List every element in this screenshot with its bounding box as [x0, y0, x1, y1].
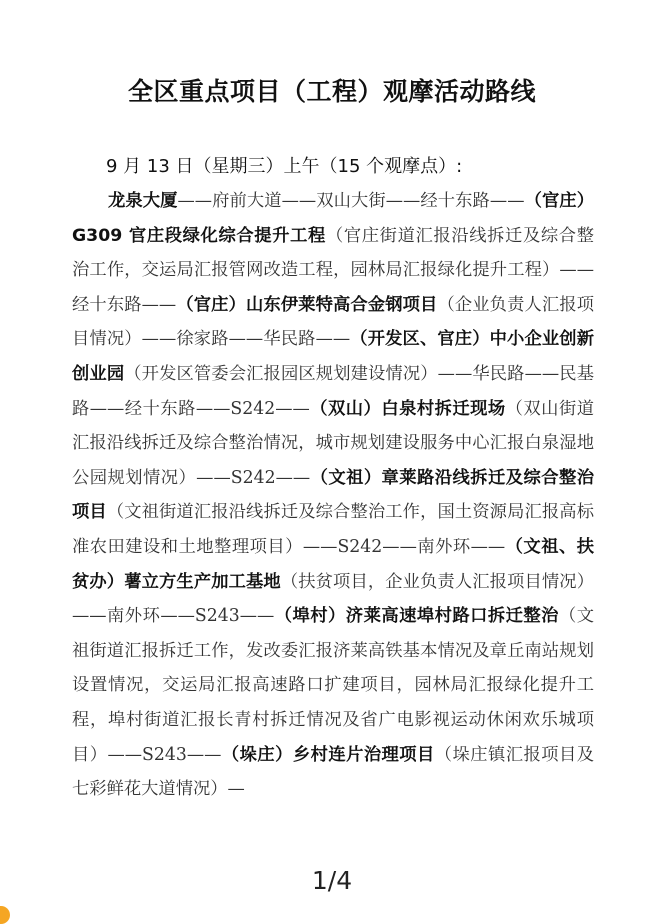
route-detail-segment: （文祖街道汇报拆迁工作，发改委汇报济莱高铁基本情况及章丘南站规划设置情况，交运局汇报高速路口扩建项目，园林局汇报绿化提升工程，埠村街道汇报长青村拆迁情况及省广电影视运动休闲欢乐城项目）——S243—— — [72, 606, 594, 765]
route-detail-segment: （企业负责人汇报项目情况）——徐家路——华民路—— — [72, 294, 594, 350]
route-detail-segment: （垛庄镇汇报项目及七彩鲜花大道情况）— — [72, 744, 594, 800]
page-indicator: 1/4 — [311, 866, 353, 895]
project-name-segment: （双山）白泉村拆迁现场 — [309, 398, 506, 419]
route-detail-segment: ——府前大道——双山大街——经十东路—— — [177, 191, 525, 211]
project-name-segment: （垛庄）乡村连片治理项目 — [221, 744, 435, 765]
project-name-segment: （官庄）山东伊莱特高合金钢项目 — [176, 294, 438, 315]
project-name-segment: （埠村）济莱高速埠村路口拆迁整治 — [274, 606, 559, 627]
date-line: 9 月 13 日（星期三）上午（15 个观摩点）: — [106, 156, 463, 177]
document-title: 全区重点项目（工程）观摩活动路线 — [127, 77, 536, 106]
project-name-segment: （文祖、扶贫办）薯立方生产加工基地 — [72, 536, 594, 592]
project-name-segment: （开发区、官庄）中小企业创新创业园 — [72, 329, 594, 384]
route-paragraph — [72, 184, 594, 807]
route-detail-segment: （扶贫项目，企业负责人汇报项目情况）——南外环——S243—— — [72, 571, 594, 627]
project-name-segment: （文祖）章莱路沿线拆迁及综合整治项目 — [72, 467, 594, 523]
route-detail-segment: （开发区管委会汇报园区规划建设情况）——华民路——民基路——经十东路——S242—— — [72, 363, 594, 419]
project-name-segment: （官庄）G309 官庄段绿化综合提升工程 — [72, 191, 594, 246]
route-detail-segment: （双山街道汇报沿线拆迁及综合整治情况，城市规划建设服务中心汇报白泉湿地公园规划情况）——S242—— — [72, 398, 594, 488]
route-detail-segment: （官庄街道汇报沿线拆迁及综合整治工作，交运局汇报管网改造工程，园林局汇报绿化提升工程）——经十东路—— — [72, 225, 594, 315]
route-detail-segment: （文祖街道汇报沿线拆迁及综合整治工作，国土资源局汇报高标准农田建设和土地整理项目）——S242——南外环—— — [72, 502, 594, 557]
project-name-segment: 龙泉大厦 — [108, 191, 178, 211]
